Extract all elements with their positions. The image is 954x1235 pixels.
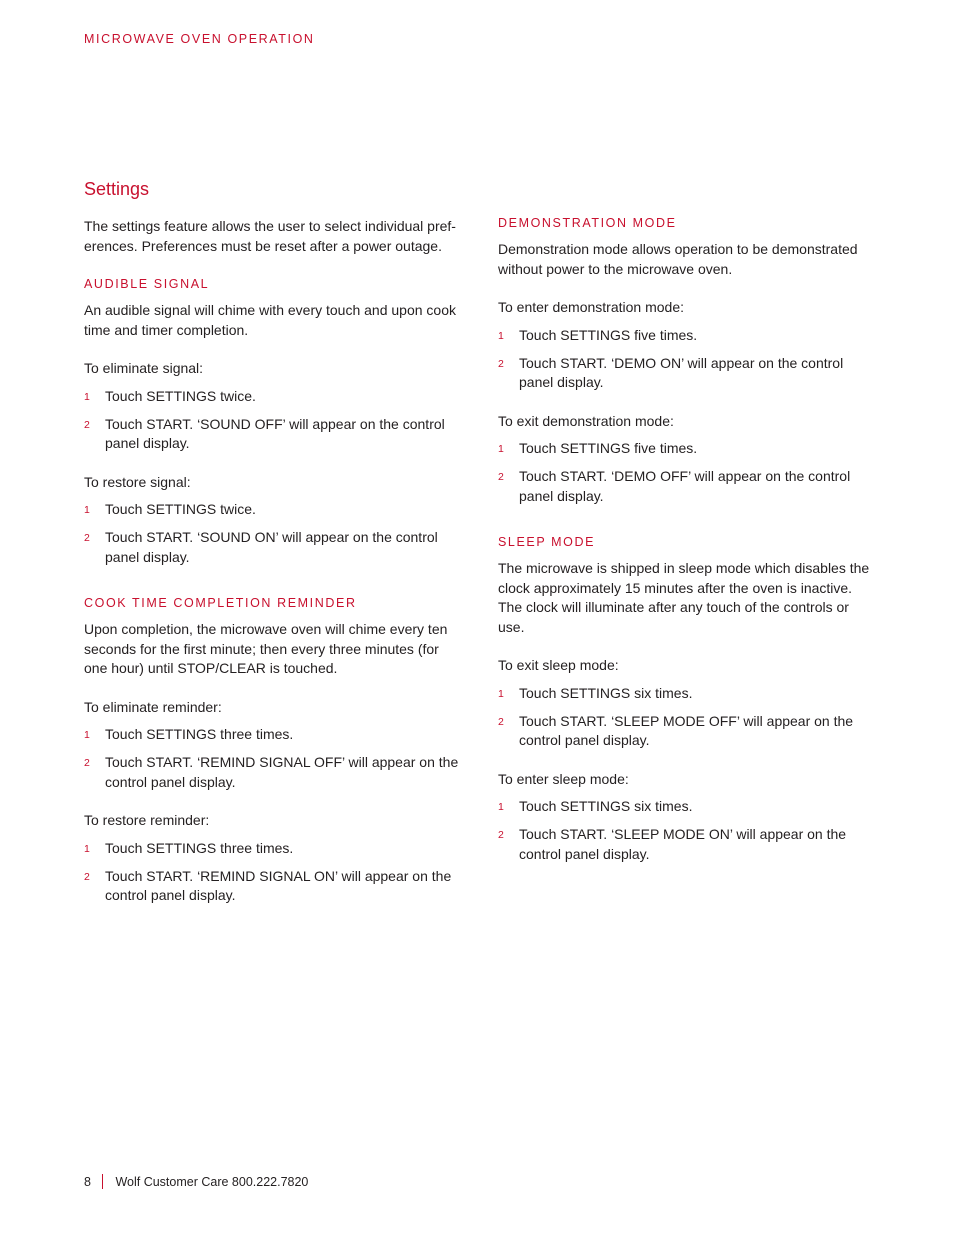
step-list (84, 725, 464, 792)
step-text: Touch START. ‘SOUND OFF’ will appear on the control panel display. (105, 415, 445, 451)
section (498, 525, 878, 864)
section-spacer (84, 586, 464, 594)
step-text: Touch SETTINGS six times. (519, 684, 693, 701)
step-item (84, 839, 464, 859)
step-number: 1 (84, 504, 90, 516)
step-number: 1 (498, 443, 504, 455)
step-text: Touch SETTINGS twice. (105, 501, 256, 517)
left-sections (84, 275, 464, 906)
right-sections (498, 214, 878, 864)
step-item (84, 387, 464, 407)
step-number: 1 (84, 842, 90, 855)
step-number: 1 (498, 801, 504, 813)
procedure-title: To exit sleep mode: (498, 657, 619, 673)
section-paragraph: Demonstration mode allows operation to be demonstrated without power to the microwave oven. (498, 241, 858, 277)
step-text: Touch SETTINGS six times. (519, 798, 693, 814)
step-item (84, 725, 464, 745)
step-list (498, 326, 878, 393)
step-number: 1 (84, 390, 90, 403)
step-item (498, 439, 878, 459)
step-item (84, 753, 464, 792)
procedure-title: To eliminate reminder: (84, 698, 222, 715)
step-item (84, 500, 464, 520)
step-item (84, 867, 464, 906)
step-list (498, 439, 878, 506)
step-list (84, 839, 464, 906)
running-head: MICROWAVE OVEN OPERATION (84, 32, 315, 46)
step-number: 2 (84, 418, 90, 431)
intro-paragraph: The settings feature allows the user to select individual pref-erences. Preferences must be reset after a power outage. (84, 218, 456, 254)
step-number: 2 (84, 532, 90, 544)
page-title: Settings (84, 179, 150, 199)
step-number: 2 (498, 715, 504, 728)
step-item (84, 415, 464, 454)
step-item (498, 797, 878, 817)
step-text: Touch START. ‘SOUND ON’ will appear on the control panel display. (105, 529, 438, 565)
step-text: Touch START. ‘SLEEP MODE OFF’ will appear on the control panel display. (519, 712, 854, 748)
section (84, 275, 464, 567)
step-text: Touch START. ‘DEMO ON’ will appear on the control panel display. (519, 354, 844, 390)
step-number: 1 (498, 687, 504, 700)
procedure-title: To restore signal: (84, 473, 191, 490)
section-heading: AUDIBLE SIGNAL (84, 277, 210, 291)
step-item (498, 825, 878, 864)
section (498, 214, 878, 506)
step-list (498, 684, 878, 751)
procedure-title: To enter demonstration mode: (498, 299, 684, 315)
page-number: 8 (84, 1174, 91, 1189)
step-number: 2 (498, 829, 504, 841)
step-text: Touch SETTINGS three times. (105, 839, 294, 856)
procedure-title: To exit demonstration mode: (498, 412, 674, 429)
step-list (498, 797, 878, 864)
step-item (498, 354, 878, 393)
step-text: Touch START. ‘SLEEP MODE ON’ will appear on the control panel display. (519, 826, 847, 862)
step-item (498, 684, 878, 704)
right-column (498, 214, 878, 883)
step-item (498, 326, 878, 346)
step-text: Touch SETTINGS three times. (105, 726, 294, 742)
section (84, 586, 464, 906)
step-item (84, 528, 464, 567)
step-number: 1 (498, 329, 504, 342)
section-paragraph: An audible signal will chime with every touch and upon cook time and timer completion. (84, 302, 456, 338)
step-text: Touch SETTINGS five times. (519, 440, 698, 456)
procedure-title: To eliminate signal: (84, 360, 204, 376)
step-item (498, 467, 878, 506)
step-number: 1 (84, 729, 90, 741)
step-item (498, 712, 878, 751)
step-text: Touch START. ‘REMIND SIGNAL ON’ will appear on the control panel display. (105, 867, 452, 903)
step-list (84, 500, 464, 567)
section-heading: DEMONSTRATION MODE (498, 216, 677, 230)
section-paragraph: The microwave is shipped in sleep mode which disables the clock approximately 15 minutes after the oven is inactive. The clock will illuminate after any touch of the controls or use. (498, 560, 870, 635)
step-number: 2 (498, 357, 504, 370)
step-text: Touch START. ‘DEMO OFF’ will appear on the control panel display. (519, 468, 851, 504)
step-number: 2 (498, 471, 504, 483)
section-paragraph: Upon completion, the microwave oven will chime every ten seconds for the first minute; then every three minutes (for one hour) until STOP/CLEAR is touched. (84, 621, 448, 676)
section-heading: SLEEP MODE (498, 535, 596, 549)
step-text: Touch START. ‘REMIND SIGNAL OFF’ will appear on the control panel display. (105, 754, 459, 790)
procedure-title: To restore reminder: (84, 812, 210, 828)
page-footer (84, 1174, 308, 1189)
footer-divider (102, 1174, 104, 1189)
footer-text: Wolf Customer Care 800.222.7820 (115, 1174, 309, 1189)
step-list (84, 387, 464, 454)
step-number: 2 (84, 870, 90, 883)
step-text: Touch SETTINGS five times. (519, 326, 698, 343)
procedure-title: To enter sleep mode: (498, 770, 629, 787)
step-number: 2 (84, 757, 90, 769)
left-column (84, 177, 464, 925)
section-spacer (498, 525, 878, 533)
section-heading: COOK TIME COMPLETION REMINDER (84, 596, 357, 610)
step-text: Touch SETTINGS twice. (105, 387, 256, 404)
